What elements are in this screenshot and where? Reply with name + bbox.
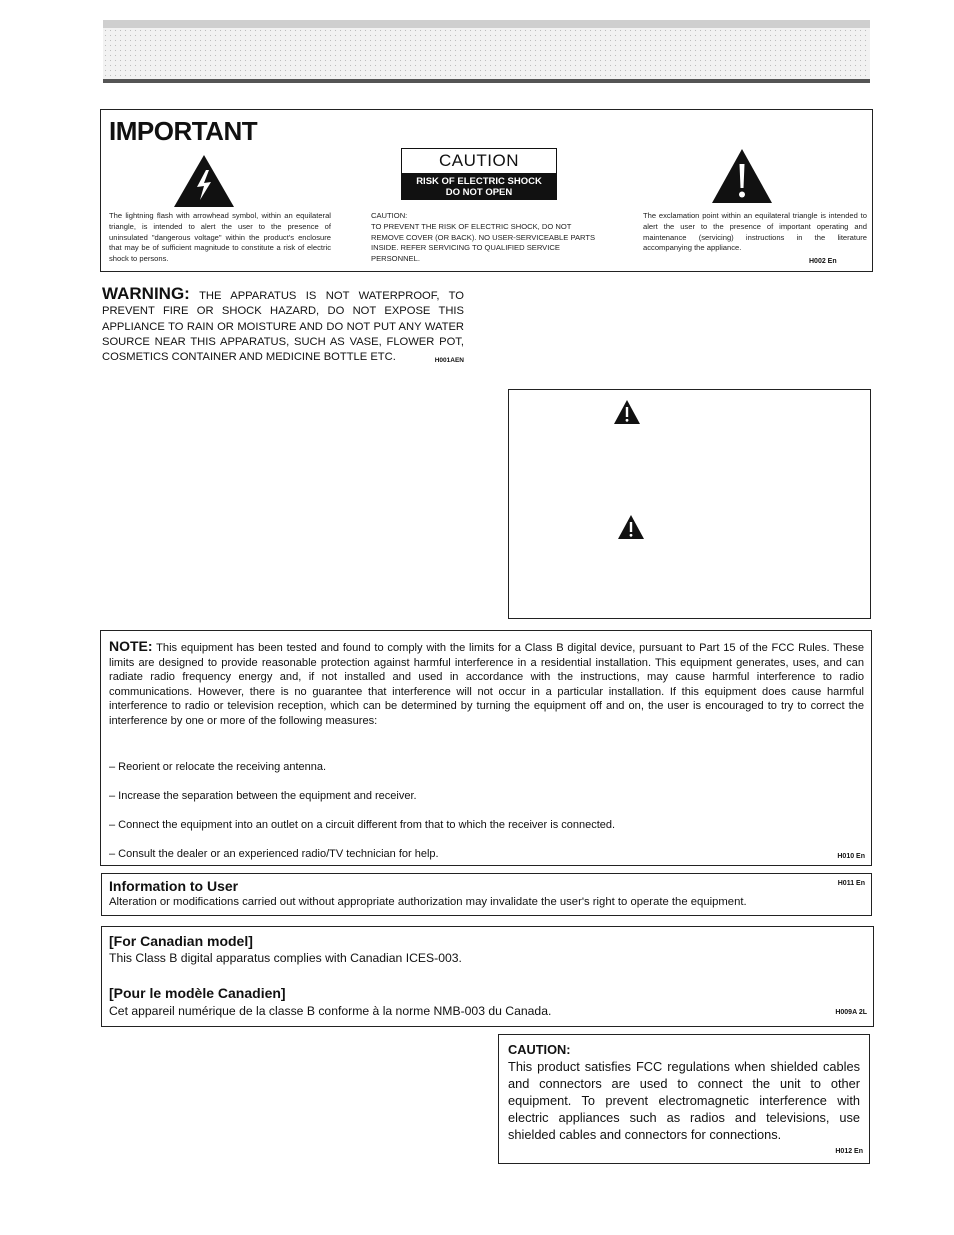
information-to-user-box [101, 873, 872, 916]
lightning-warning-icon [173, 154, 235, 208]
canada-text-en: This Class B digital apparatus complies with Canadian ICES-003. [109, 951, 462, 965]
canadian-model-box [101, 926, 874, 1027]
measure-item: – Increase the separation between the equipment and receiver. [109, 790, 417, 802]
note-paragraph [109, 639, 864, 729]
caution-label-warning [402, 173, 556, 200]
fcc-caution-text: This product satisfies FCC regulations when shielded cables and connectors are used to connect the unit to other equipment. To prevent electromagnetic interference with electric appliances such as radios and televisions, use shielded cables and connectors for connections. [508, 1059, 860, 1142]
shielded-cables-caution-box [498, 1034, 870, 1164]
canada-text-fr: Cet appareil numérique de la classe B conforme à la norme NMB-003 du Canada. [109, 1004, 552, 1018]
fcc-note-box [100, 630, 872, 866]
reference-code: H002 En [809, 258, 837, 265]
caution-description-head: CAUTION: [371, 211, 408, 220]
warning-symbols-box [508, 389, 871, 619]
important-box [100, 109, 873, 272]
reference-code: H011 En [837, 880, 865, 887]
caution-label-word: CAUTION [439, 151, 519, 170]
caution-description-body: TO PREVENT THE RISK OF ELECTRIC SHOCK, DO NOT REMOVE COVER (OR BACK). NO USER-SERVICEABLE PARTS INSIDE. REFER SERVICING TO QUALIFIED SERVICE PERSONNEL. [371, 221, 596, 264]
note-text: This equipment has been tested and found to comply with the limits for a Class B digital device, pursuant to Part 15 of the FCC Rules. These limits are designed to provide reasonable protection against harmful interference in a residential installation. This equipment generates, uses, and can radiate radio frequency energy and, if not installed and used in accordance with the instructions, may cause harmful interference to radio communications. However, there is no guarantee that interference will not occur in a particular installation. If this equipment does cause harmful interference to radio or television reception, which can be determined by turning the equipment off and on, the user is encouraged to try to correct the interference by one or more of the following measures: [109, 642, 864, 727]
warning-block [102, 286, 464, 368]
canada-title-en: [For Canadian model] [109, 933, 253, 949]
info-text: Alteration or modifications carried out without appropriate authorization may invalidate the user's right to operate the equipment. [109, 896, 747, 908]
canada-title-fr: [Pour le modèle Canadien] [109, 985, 286, 1001]
exclamation-warning-icon [711, 148, 773, 204]
caution-label-line2: DO NOT OPEN [445, 187, 513, 198]
measure-item: – Consult the dealer or an experienced radio/TV technician for help. [109, 848, 439, 860]
measure-item: – Connect the equipment into an outlet on a circuit different from that to which the receiver is connected. [109, 819, 616, 831]
note-heading: NOTE: [109, 638, 153, 654]
warning-text: THE APPARATUS IS NOT WATERPROOF, TO PREVENT FIRE OR SHOCK HAZARD, DO NOT EXPOSE THIS APPLIANCE TO RAIN OR MOISTURE AND DO NOT PUT ANY WATER SOURCE NEAR THIS APPARATUS, SUCH AS VASE, FLOWER POT, COSMETICS CONTAINER AND MEDICINE BOTTLE ETC. [102, 290, 464, 364]
info-title: Information to User [109, 878, 239, 894]
caution-description [371, 211, 603, 265]
reference-code: H001AEN [434, 357, 464, 365]
reference-code: H010 En [837, 853, 865, 860]
header-band [103, 20, 870, 83]
measure-item: – Reorient or relocate the receiving antenna. [109, 761, 327, 773]
exclamation-warning-icon [613, 399, 641, 425]
exclamation-description: The exclamation point within an equilateral triangle is intended to alert the user to the presence of important operating and maintenance (servicing) instructions in the literature accompanying the appliance. [643, 211, 867, 253]
fcc-caution-heading: CAUTION: [508, 1042, 571, 1057]
caution-label [401, 148, 557, 200]
caution-label-line1: RISK OF ELECTRIC SHOCK [416, 176, 542, 187]
fcc-caution-text-block [508, 1041, 860, 1143]
exclamation-warning-icon [617, 514, 645, 540]
warning-heading: WARNING: [102, 284, 190, 303]
reference-code: H012 En [835, 1148, 863, 1155]
important-title: IMPORTANT [109, 116, 258, 146]
lightning-description: The lightning flash with arrowhead symbol, within an equilateral triangle, is intended to alert the user to the presence of uninsulated "dangerous voltage" within the product's enclosure that may be of sufficient magnitude to constitute a risk of electric shock to persons. [109, 211, 331, 264]
reference-code: H009A 2L [835, 1009, 867, 1016]
